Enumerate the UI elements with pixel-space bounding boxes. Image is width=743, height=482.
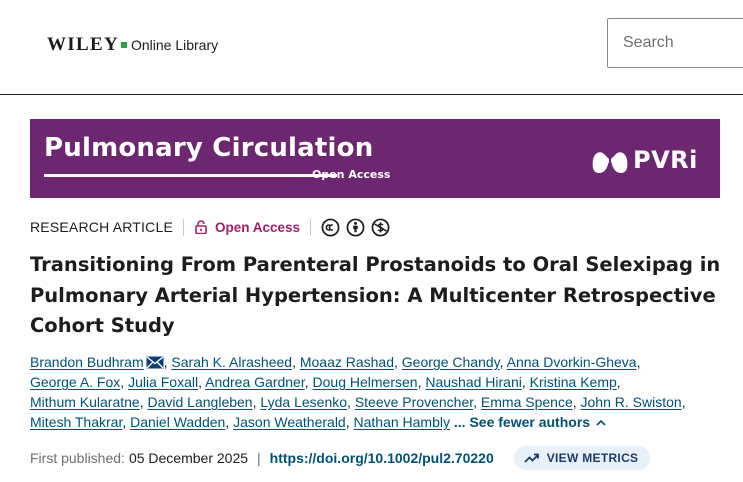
view-metrics-button[interactable] bbox=[514, 446, 651, 470]
brand-sub: Online Library bbox=[130, 37, 219, 53]
see-fewer-label: See fewer authors bbox=[469, 414, 591, 430]
pvri-text: PVRi bbox=[633, 146, 698, 174]
author-link[interactable]: Andrea Gardner bbox=[205, 374, 305, 390]
author-link[interactable]: Daniel Wadden bbox=[130, 414, 226, 430]
article-type: RESEARCH ARTICLE bbox=[30, 219, 173, 235]
by-icon[interactable] bbox=[346, 218, 365, 237]
chevron-up-icon bbox=[596, 419, 606, 426]
trending-up-icon bbox=[524, 453, 539, 463]
author-link[interactable]: Julia Foxall bbox=[128, 374, 199, 390]
author-link[interactable]: Emma Spence bbox=[480, 394, 573, 410]
divider bbox=[310, 219, 311, 236]
author-link[interactable]: Kristina Kemp bbox=[529, 374, 617, 390]
ellipsis: ... bbox=[453, 414, 466, 430]
author-link[interactable]: Jason Weatherald bbox=[233, 414, 346, 430]
author-list: Brandon Budhram , Sarah K. Alrasheed, Moaaz Rashad, George Chandy, Anna Dvorkin-Gheva, George A. Fox, Julia Foxall, Andrea Gardner, Doug Helmersen, Naushad Hirani, Kristina Kemp, Mithum Kularatne, David Langleben, Lyda Lesenko, Steeve Provencher, Emma Spence, John R. Swiston, Mitesh Thakrar, Daniel Wadden, Jason Weatherald, Nathan Hambly ... See fewer authors bbox=[30, 354, 686, 430]
author-link[interactable]: Naushad Hirani bbox=[425, 374, 522, 390]
author-link[interactable]: Sarah K. Alrasheed bbox=[171, 354, 293, 370]
wiley-online-library-logo[interactable] bbox=[47, 34, 218, 56]
article-meta-row bbox=[30, 217, 390, 237]
cc-icon[interactable] bbox=[321, 218, 340, 237]
doi-link[interactable]: https://doi.org/10.1002/pul2.70220 bbox=[269, 450, 494, 466]
lungs-icon bbox=[590, 145, 630, 175]
pvri-logo[interactable] bbox=[590, 145, 698, 175]
first-published-label: First published: bbox=[30, 450, 125, 466]
journal-title: Pulmonary Circulation bbox=[44, 133, 374, 163]
author-link[interactable]: Mitesh Thakrar bbox=[30, 414, 123, 430]
author-link[interactable]: Steeve Provencher bbox=[354, 394, 474, 410]
author-link[interactable]: David Langleben bbox=[147, 394, 253, 410]
banner-rule bbox=[44, 174, 337, 177]
author-link[interactable]: John R. Swiston bbox=[580, 394, 682, 410]
license-icons[interactable] bbox=[321, 218, 390, 237]
banner-open-access: Open Access bbox=[312, 168, 391, 181]
author-link[interactable]: Mithum Kularatne bbox=[30, 394, 140, 410]
email-icon[interactable] bbox=[146, 356, 164, 369]
journal-banner[interactable] bbox=[30, 119, 720, 198]
author-link[interactable]: George Chandy bbox=[401, 354, 500, 370]
publication-date: 05 December 2025 bbox=[128, 450, 249, 466]
author-link[interactable]: Brandon Budhram bbox=[30, 354, 144, 370]
author-link[interactable]: Lyda Lesenko bbox=[260, 394, 348, 410]
divider bbox=[183, 219, 184, 236]
article-title: Transitioning From Parenteral Prostanoids to Oral Selexipag in Pulmonary Arterial Hypertension: A Multicenter Retrospective Cohort Study bbox=[30, 253, 721, 337]
nc-icon[interactable] bbox=[371, 218, 390, 237]
see-fewer-authors-button[interactable] bbox=[454, 414, 606, 430]
separator: | bbox=[257, 450, 261, 466]
author-link[interactable]: Moaaz Rashad bbox=[299, 354, 395, 370]
author-link[interactable]: Anna Dvorkin-Gheva bbox=[506, 354, 637, 370]
publication-info-row bbox=[30, 446, 650, 470]
site-header bbox=[0, 0, 743, 95]
author-link[interactable]: Doug Helmersen bbox=[312, 374, 418, 390]
brand-dot-icon bbox=[121, 42, 127, 48]
brand-name: WILEY bbox=[47, 34, 119, 55]
author-link[interactable]: George A. Fox bbox=[30, 374, 121, 390]
open-access-label[interactable]: Open Access bbox=[214, 219, 301, 235]
author-link[interactable]: Nathan Hambly bbox=[353, 414, 450, 430]
lock-open-icon bbox=[195, 220, 207, 234]
view-metrics-label: VIEW METRICS bbox=[546, 451, 639, 465]
search-input[interactable] bbox=[607, 18, 743, 68]
